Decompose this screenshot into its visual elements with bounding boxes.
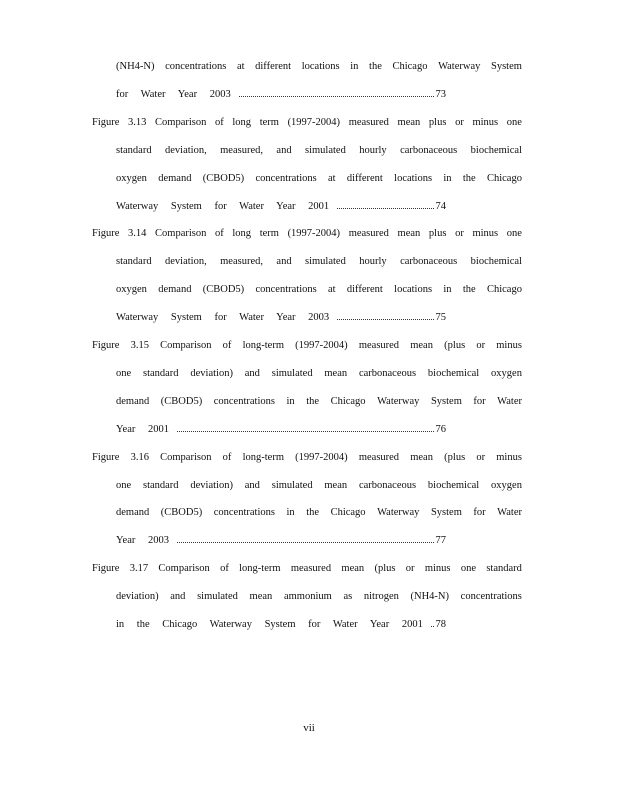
toc-entry-text: in the Chicago Waterway System for Water Year 2001 bbox=[116, 619, 423, 630]
toc-entry-line: demand (CBOD5) concentrations in the Chicago Waterway System for Water bbox=[116, 395, 522, 407]
toc-entry-text: Year 2003 bbox=[116, 535, 169, 547]
toc-page-number: 78 bbox=[435, 619, 446, 630]
page-number: vii bbox=[303, 722, 315, 734]
toc-entry-heading: Figure 3.16 Comparison of long-term (1997-2004) measured mean (plus or minus bbox=[92, 451, 522, 463]
toc-entry-line bbox=[116, 311, 446, 325]
toc-entry-heading: Figure 3.14 Comparison of long term (1997-2004) measured mean plus or minus one bbox=[92, 228, 522, 240]
toc-entry-text: Waterway System for Water Year 2003 bbox=[116, 312, 330, 324]
toc-entry-line: oxygen demand (CBOD5) concentrations at different locations in the Chicago bbox=[116, 172, 522, 184]
toc-entry-line: (NH4-N) concentrations at different locations in the Chicago Waterway System bbox=[116, 61, 522, 72]
dot-leader bbox=[239, 88, 434, 97]
toc-page-number: 76 bbox=[435, 423, 446, 435]
toc-entry-line: deviation) and simulated mean ammonium as nitrogen (NH4-N) concentrations bbox=[116, 591, 522, 603]
toc-page-number: 74 bbox=[435, 200, 446, 212]
toc-page-number: 73 bbox=[435, 88, 446, 100]
toc-entry-line: oxygen demand (CBOD5) concentrations at different locations in the Chicago bbox=[116, 284, 522, 296]
toc-entry-heading: Figure 3.15 Comparison of long-term (1997-2004) measured mean (plus or minus bbox=[92, 340, 522, 351]
toc-entry-text: for Water Year 2003 bbox=[116, 88, 231, 100]
toc-entry-line: one standard deviation) and simulated mean carbonaceous biochemical oxygen bbox=[116, 479, 522, 491]
dot-leader bbox=[337, 311, 433, 320]
toc-entry-line: standard deviation, measured, and simulated hourly carbonaceous biochemical bbox=[116, 144, 522, 156]
dot-leader bbox=[177, 534, 434, 543]
dot-leader bbox=[337, 200, 433, 209]
toc-entry-line: demand (CBOD5) concentrations in the Chicago Waterway System for Water bbox=[116, 507, 522, 519]
dot-leader bbox=[177, 423, 434, 432]
toc-entry-line bbox=[116, 534, 446, 548]
toc-entry-line bbox=[116, 200, 446, 214]
toc-entry-text: Year 2001 bbox=[116, 423, 169, 435]
toc-page-number: 75 bbox=[435, 312, 446, 324]
toc-entry-line bbox=[116, 423, 446, 437]
toc-entry-text: Waterway System for Water Year 2001 bbox=[116, 200, 330, 212]
toc-entry-line bbox=[116, 88, 446, 102]
toc-entry-heading: Figure 3.17 Comparison of long-term measured mean (plus or minus one standard bbox=[92, 563, 522, 575]
toc-entry-heading: Figure 3.13 Comparison of long term (1997-2004) measured mean plus or minus one bbox=[92, 116, 522, 128]
dot-leader bbox=[431, 618, 434, 627]
toc-page-number: 77 bbox=[435, 535, 446, 547]
toc-entry-line: one standard deviation) and simulated mean carbonaceous biochemical oxygen bbox=[116, 367, 522, 379]
toc-entry-line bbox=[116, 618, 446, 632]
toc-entry-line: standard deviation, measured, and simulated hourly carbonaceous biochemical bbox=[116, 256, 522, 268]
